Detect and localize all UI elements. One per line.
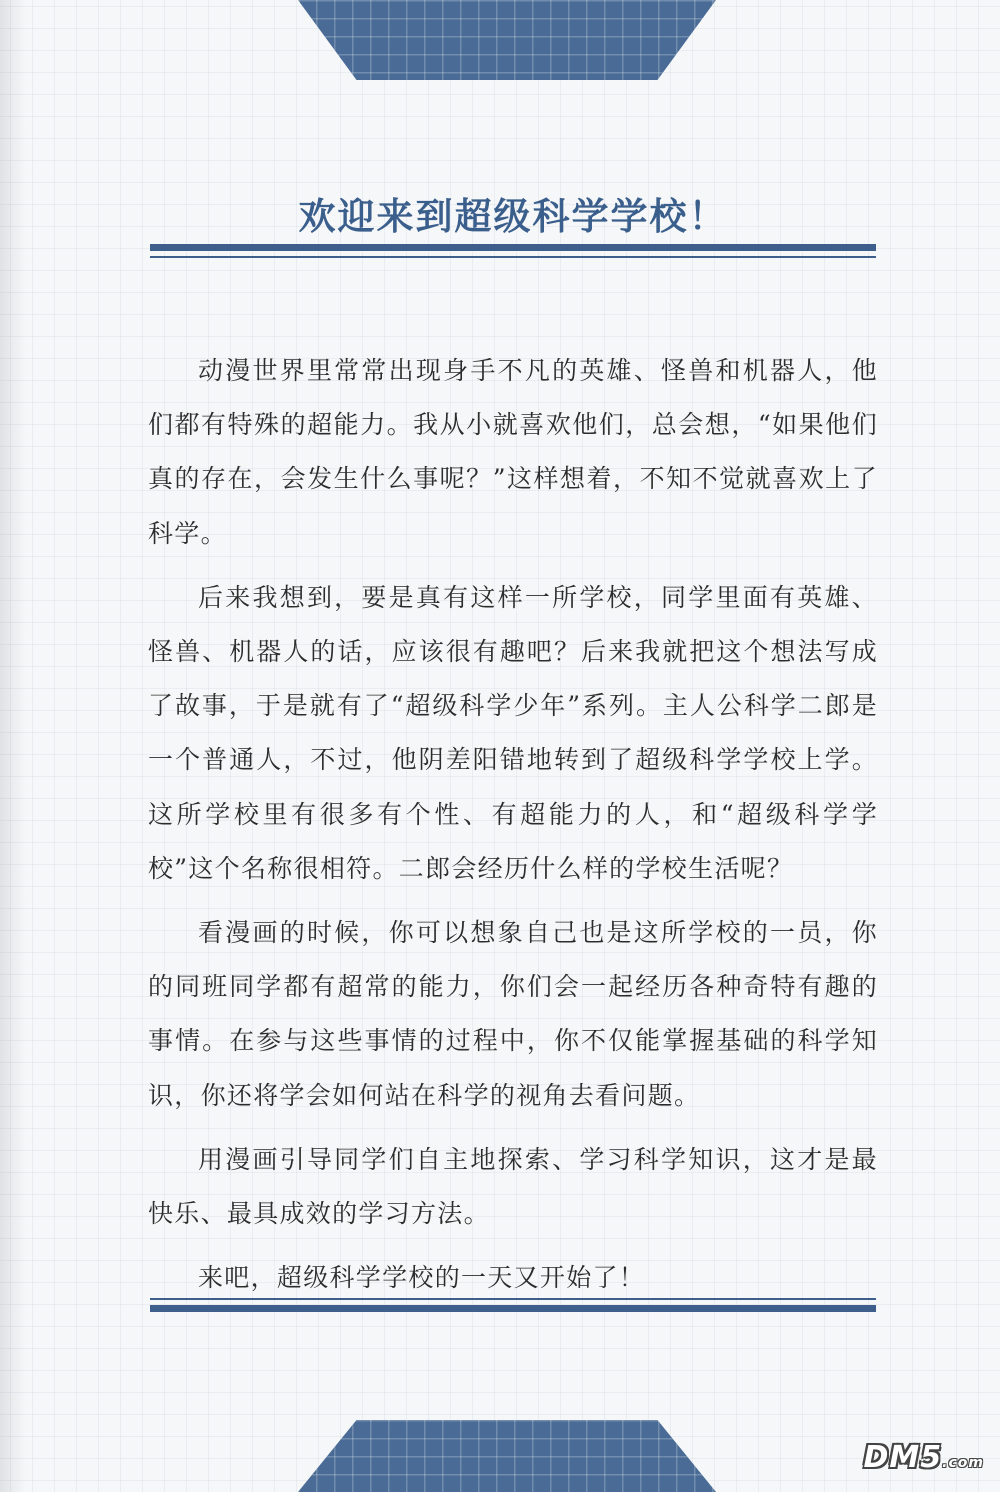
page-title: 欢迎来到超级科学学校！ <box>298 195 728 238</box>
bottom-grid-tab <box>298 1420 716 1492</box>
paragraph: 看漫画的时候，你可以想象自己也是这所学校的一员，你的同班同学都有超常的能力，你们会一起经历各种奇特有趣的事情。在参与这些事情的过程中，你不仅能掌握基础的科学知识，你还将学会如何站在科学的视角去看问题。 <box>148 918 878 1110</box>
paragraph: 后来我想到，要是真有这样一所学校，同学里面有英雄、怪兽、机器人的话，应该很有趣吧？后来我就把这个想法写成了故事，于是就有了“超级科学少年”系列。主人公科学二郎是一个普通人，不过，他阴差阳错地转到了超级科学学校上学。这所学校里有很多有个性、有超能力的人，和“超级科学学校”这个名称很相符。二郎会经历什么样的学校生活呢？ <box>148 582 878 883</box>
watermark-brand: DM5 <box>863 1440 943 1475</box>
top-grid-tab <box>298 0 716 80</box>
preface-text <box>148 344 878 1315</box>
paragraph: 动漫世界里常常出现身手不凡的英雄、怪兽和机器人，他们都有特殊的超能力。我从小就喜欢他们，总会想，“如果他们真的存在，会发生什么事呢？”这样想着，不知不觉就喜欢上了科学。 <box>148 356 878 548</box>
site-watermark <box>864 1440 984 1475</box>
paragraph: 用漫画引导同学们自主地探索、学习科学知识，这才是最快乐、最具成效的学习方法。 <box>148 1144 878 1229</box>
paragraph: 来吧，超级科学学校的一天又开始了！ <box>198 1263 646 1293</box>
title-divider <box>150 244 876 258</box>
watermark-domain: .com <box>942 1455 984 1471</box>
footer-divider <box>150 1298 876 1312</box>
